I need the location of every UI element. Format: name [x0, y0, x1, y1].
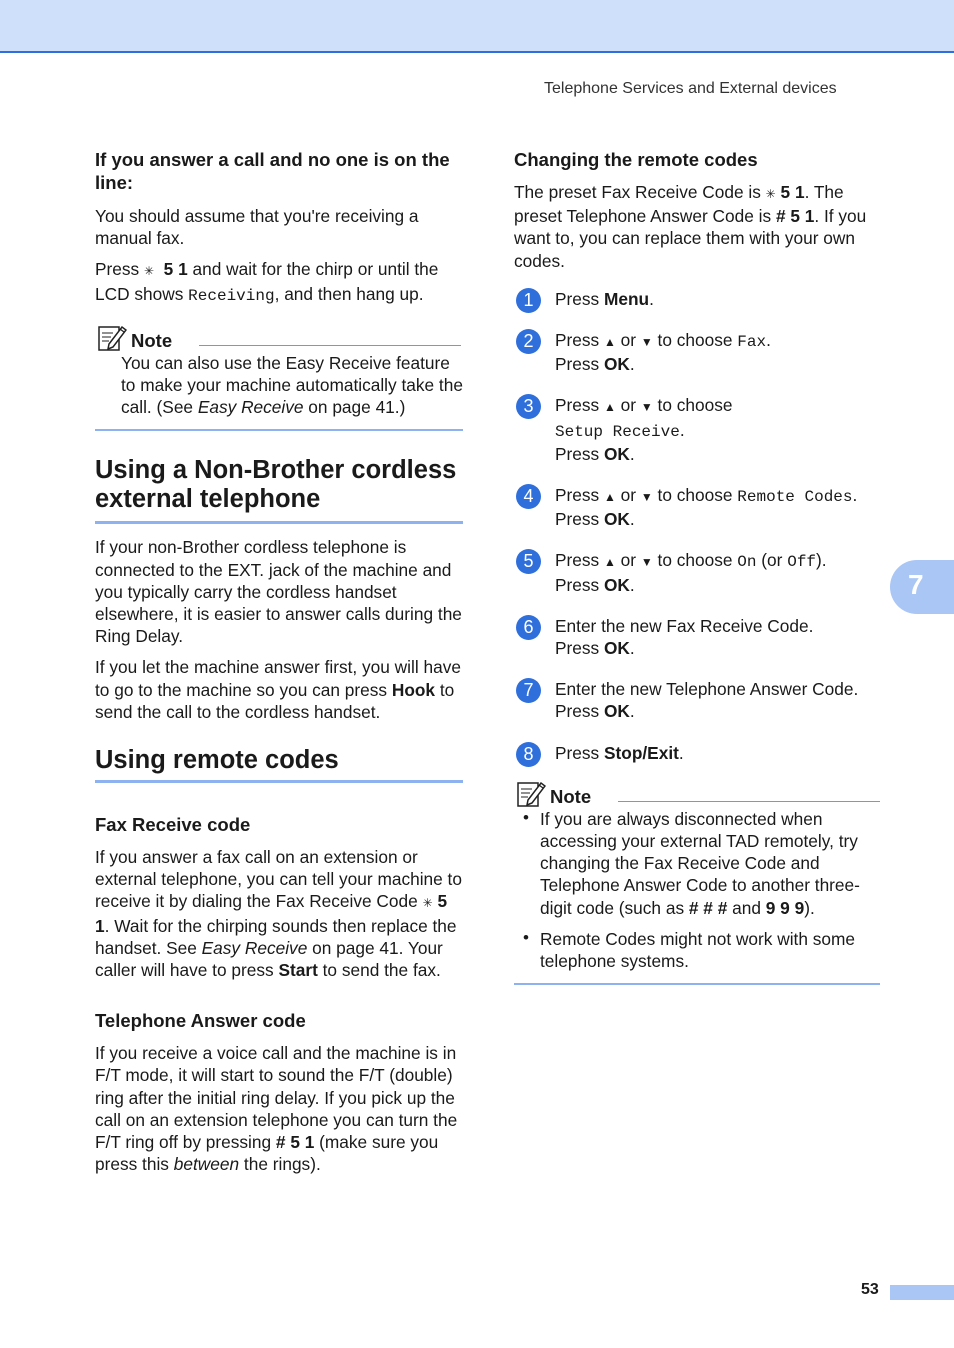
step-number-badge: 7 [516, 678, 541, 703]
nonbrother-paragraph-2: If you let the machine answer first, you will have to go to the machine so you can press Hook to send the call to the cordless handset. [95, 657, 461, 722]
answer-heading: If you answer a call and no one is on the line: [95, 149, 450, 193]
step-8: 8 Press Stop/Exit. [514, 742, 884, 764]
note-box [514, 780, 884, 985]
note-text: You can also use the Easy Receive feature to make your machine automatically take the call. (See Easy Receive on page 41.) [121, 352, 463, 418]
answer-paragraph-2: Press ✳ 5 1 and wait for the chirp or until the LCD shows Receiving, and then hang up. [95, 259, 439, 305]
step-number-badge: 6 [516, 615, 541, 640]
note-label: Note [131, 329, 173, 351]
step-number-badge: 1 [516, 288, 541, 313]
down-arrow-icon: ▼ [640, 490, 653, 505]
note-rule [618, 801, 880, 802]
step-4: 4 Press ▲ or ▼ to choose Remote Codes. Press OK. [514, 484, 884, 530]
up-arrow-icon: ▲ [603, 490, 616, 505]
chapter-number: 7 [908, 569, 924, 600]
star-icon: ✳ [143, 264, 155, 279]
changing-codes-heading: Changing the remote codes [514, 149, 758, 170]
down-arrow-icon: ▼ [640, 335, 653, 350]
note-pencil-icon [516, 780, 546, 808]
chapter-tab [890, 560, 954, 614]
note-rule [199, 345, 461, 346]
step-1: 1 Press Menu. [514, 288, 884, 310]
up-arrow-icon: ▲ [603, 335, 616, 350]
star-icon: ✳ [422, 896, 433, 911]
running-header: Telephone Services and External devices [544, 80, 837, 97]
page-number: 53 [861, 1281, 879, 1298]
heading-rule [95, 780, 463, 783]
note-bullet: • If you are always disconnected when accessing your external TAD remotely, try changing the Fax Receive Code and Telephone Answer Code to another three-digit code (such as # # # and 9 9 9). [514, 808, 884, 919]
step-number-badge: 4 [516, 484, 541, 509]
step-number-badge: 3 [516, 394, 541, 419]
step-5: 5 Press ▲ or ▼ to choose On (or Off). Press OK. [514, 549, 884, 595]
changing-codes-intro: The preset Fax Receive Code is ✳ 5 1. The preset Telephone Answer Code is # 5 1. If you want to, you can replace them with your own codes. [514, 182, 867, 271]
remote-codes-heading: Using remote codes [95, 746, 339, 775]
fax-receive-paragraph: If you answer a fax call on an extension or external telephone, you can tell your machine to receive it by dialing the Fax Receive Code ✳ 5 1. Wait for the chirping sounds then replace the handset. See Easy Receive on page 41. Your caller will have to press Start to send the fax. [95, 847, 462, 981]
note-pencil-icon [97, 324, 127, 352]
note-bullet: • Remote Codes might not work with some telephone systems. [514, 928, 884, 972]
lcd-text: Receiving [188, 286, 275, 305]
top-header-bar [0, 0, 954, 53]
step-2: 2 Press ▲ or ▼ to choose Fax. Press OK. [514, 329, 884, 375]
step-3: 3 Press ▲ or ▼ to choose Setup Receive. Press OK. [514, 394, 884, 465]
down-arrow-icon: ▼ [640, 400, 653, 415]
star-icon: ✳ [765, 187, 776, 201]
note-box [95, 324, 463, 432]
nonbrother-heading: Using a Non-Brother cordless external telephone [95, 456, 457, 514]
nonbrother-paragraph-1: If your non-Brother cordless telephone is connected to the EXT. jack of the machine and you typically carry the cordless handset elsewhere, it is easier to answer calls during the Ring Delay. [95, 537, 462, 647]
down-arrow-icon: ▼ [640, 555, 653, 570]
heading-rule [95, 521, 463, 524]
fax-receive-heading: Fax Receive code [95, 814, 251, 836]
telephone-answer-heading: Telephone Answer code [95, 1010, 306, 1032]
step-6: 6 Enter the new Fax Receive Code. Press OK. [514, 615, 884, 659]
up-arrow-icon: ▲ [603, 400, 616, 415]
step-number-badge: 5 [516, 549, 541, 574]
left-column [95, 148, 463, 1175]
note-label: Note [550, 785, 592, 807]
step-number-badge: 2 [516, 329, 541, 354]
answer-paragraph-1: You should assume that you're receiving a manual fax. [95, 206, 419, 249]
page-number-bar [890, 1285, 954, 1300]
up-arrow-icon: ▲ [603, 555, 616, 570]
step-number-badge: 8 [516, 742, 541, 767]
note-bottom-rule [514, 983, 880, 985]
step-7: 7 Enter the new Telephone Answer Code. Press OK. [514, 678, 884, 722]
right-column [514, 148, 884, 985]
note-bottom-rule [95, 429, 463, 431]
telephone-answer-paragraph: If you receive a voice call and the machine is in F/T mode, it will start to sound the F/T (double) ring after the initial ring delay. If you pick up the call on an extension telephone you can turn the F/T ring off by pressing # 5 1 (make sure you press this between the rings). [95, 1043, 458, 1175]
